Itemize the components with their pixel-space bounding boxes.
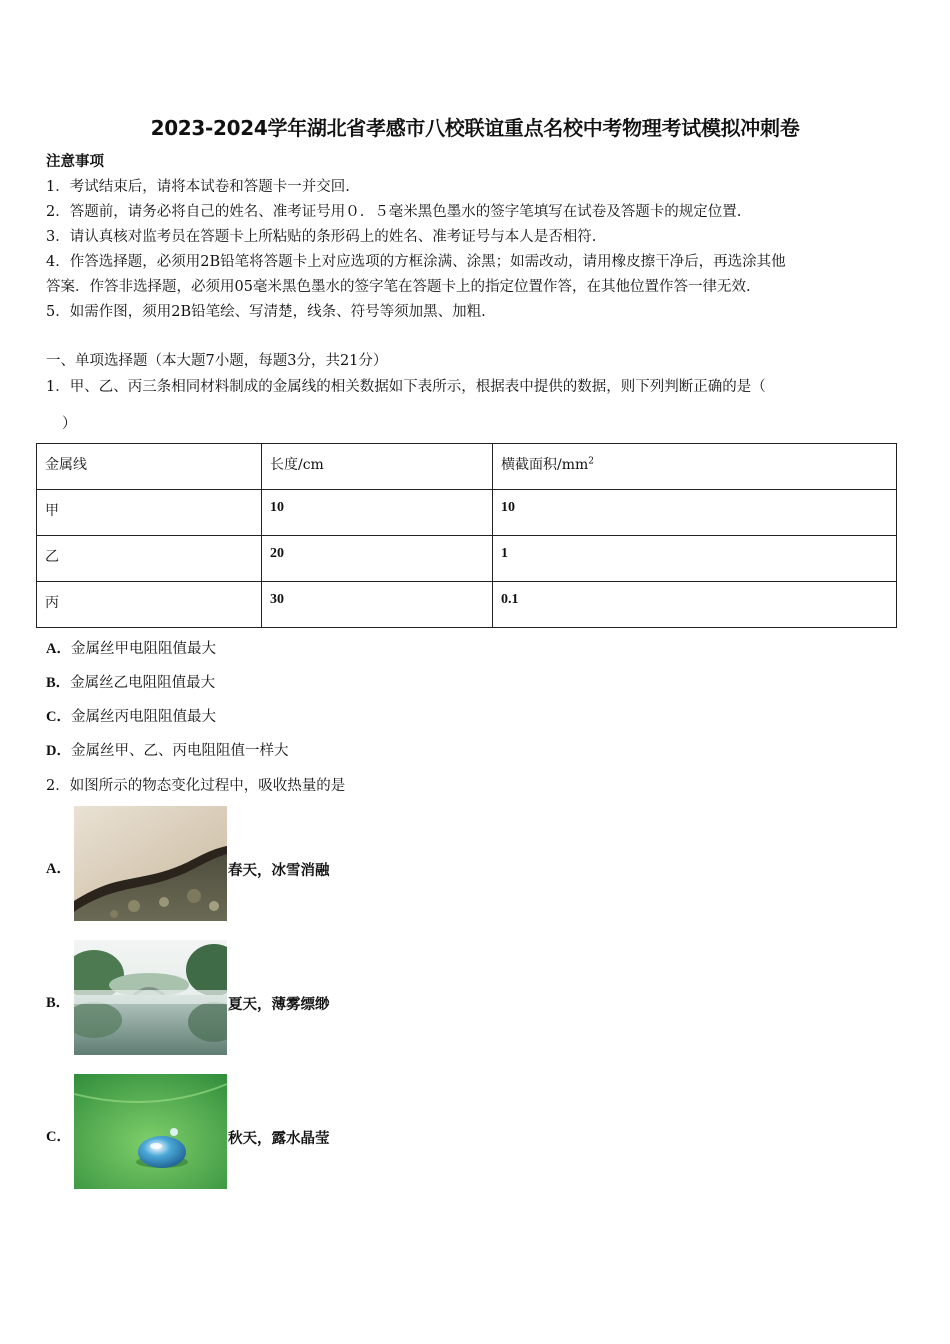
q2-option-a-letter: A． [46, 861, 71, 877]
notice-item: 答案．作答非选择题，必须用05毫米黑色墨水的签字笔在答题卡上的指定位置作答，在其他位置作答一律无效. [46, 279, 751, 295]
table-cell: 乙 [37, 536, 262, 582]
q2-option-c-letter: C． [46, 1129, 71, 1145]
table-header-cell [493, 444, 897, 490]
q2-option-b-letter: B． [46, 995, 71, 1011]
table-cell: 10 [262, 490, 493, 536]
table-header-cell [262, 444, 493, 490]
question-2-stem: 2．如图所示的物态变化过程中，吸收热量的是 [46, 778, 346, 794]
table-row [37, 536, 897, 582]
table-cell: 甲 [37, 490, 262, 536]
dew-drop-image [74, 1074, 227, 1189]
notice-item: 1．考试结束后，请将本试卷和答题卡一并交回. [46, 179, 350, 195]
q2-option-b-caption: 夏天，薄雾缥缈 [228, 996, 330, 1013]
option-letter: A． [46, 641, 71, 657]
section-heading: 一、单项选择题（本大题7小题，每题3分，共21分） [46, 353, 388, 369]
question-1-stem-end: ） [62, 416, 77, 432]
table-header-row [37, 444, 897, 490]
table-cell: 丙 [37, 582, 262, 628]
table-row [37, 490, 897, 536]
notice-item: 5．如需作图，须用2B铅笔绘、写清楚，线条、符号等须加黑、加粗. [46, 304, 486, 320]
table-header-label: 横截面积/mm [501, 457, 589, 473]
option-b [46, 673, 215, 693]
table-row [37, 582, 897, 628]
option-text: 金属丝甲电阻阻值最大 [70, 641, 216, 657]
option-letter: C． [46, 709, 71, 725]
table-header-label: 长度/cm [270, 457, 324, 473]
option-text: 金属丝乙电阻阻值最大 [70, 675, 216, 691]
table-cell: 0.1 [493, 582, 897, 628]
notice-item: 2．答题前，请务必将自己的姓名、准考证号用０．５毫米黑色墨水的签字笔填写在试卷及答题卡的规定位置. [46, 204, 742, 220]
notice-heading: 注意事项 [46, 153, 104, 170]
option-letter: B． [46, 675, 71, 691]
misty-lake-image [74, 940, 227, 1055]
option-c [46, 707, 216, 727]
option-a [46, 639, 216, 659]
data-table [36, 443, 897, 628]
table-cell: 10 [493, 490, 897, 536]
option-letter: D． [46, 743, 71, 759]
q2-option-c-caption: 秋天，露水晶莹 [228, 1130, 330, 1147]
q2-option-a-caption: 春天，冰雪消融 [228, 862, 330, 879]
notice-item: 4．作答选择题，必须用2B铅笔将答题卡上对应选项的方框涂满、涂黑；如需改动，请用橡皮擦干净后，再选涂其他 [46, 254, 786, 270]
notice-item: 3．请认真核对监考员在答题卡上所粘贴的条形码上的姓名、准考证号与本人是否相符. [46, 229, 597, 245]
table-cell: 20 [262, 536, 493, 582]
superscript: 2 [588, 456, 595, 467]
table-cell: 1 [493, 536, 897, 582]
table-header-cell: 金属线 [37, 444, 262, 490]
table-cell: 30 [262, 582, 493, 628]
option-text: 金属丝丙电阻阻值最大 [70, 709, 216, 725]
question-1-stem: 1．甲、乙、丙三条相同材料制成的金属线的相关数据如下表所示，根据表中提供的数据，则下列判断正确的是（ [46, 379, 766, 395]
option-text: 金属丝甲、乙、丙电阻阻值一样大 [70, 743, 289, 759]
option-d [46, 741, 288, 761]
page-title: 2023-2024学年湖北省孝感市八校联谊重点名校中考物理考试模拟冲刺卷 [150, 116, 800, 140]
melting-ice-image [74, 806, 227, 921]
